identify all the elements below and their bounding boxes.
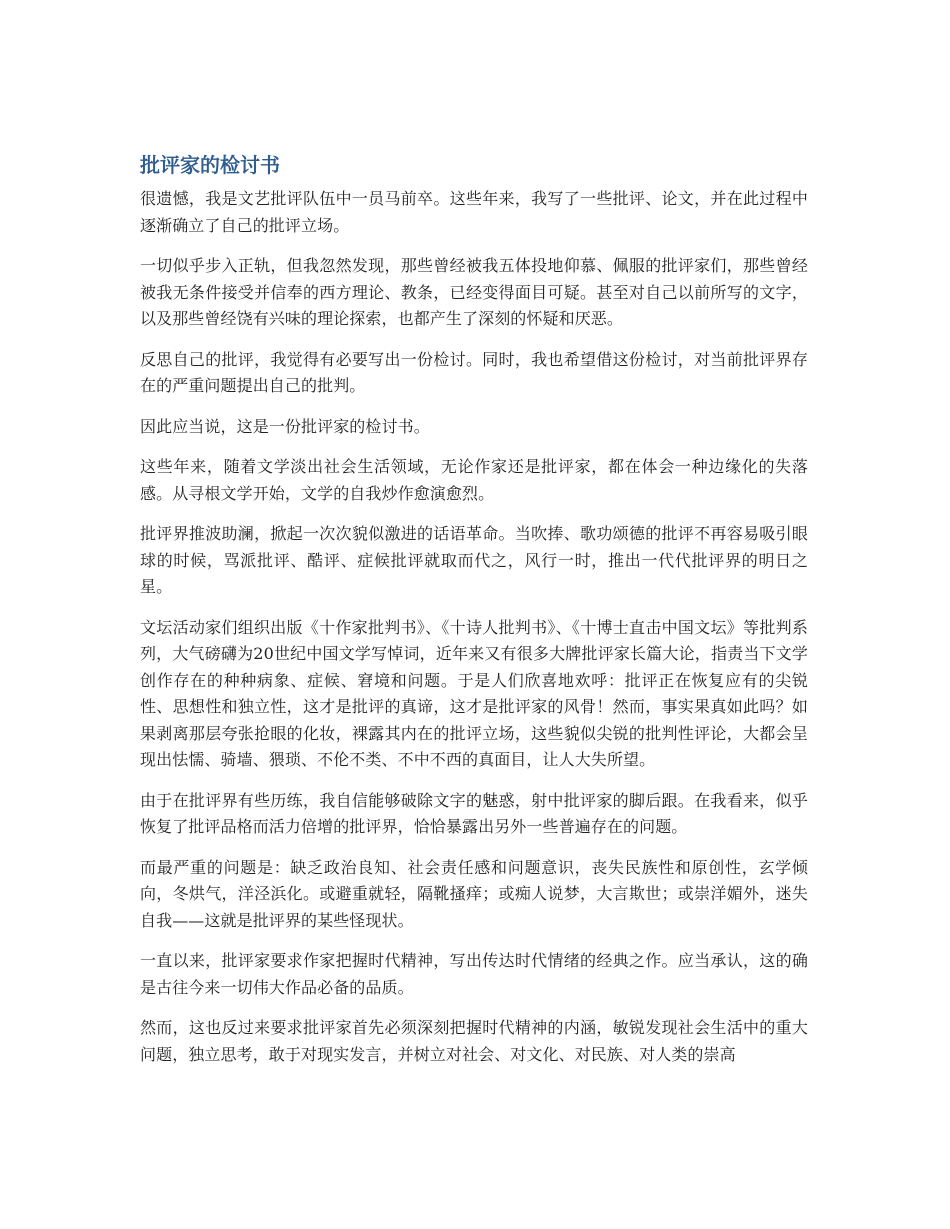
document-body xyxy=(140,150,808,1082)
paragraph: 而最严重的问题是：缺乏政治良知、社会责任感和问题意识，丧失民族性和原创性，玄学倾向，冬烘气，洋泾浜化。或避重就轻，隔靴搔痒；或痴人说梦，大言欺世；或崇洋媚外，迷失自我——这就是批评界的某些怪现状。 xyxy=(140,857,808,930)
paragraph: 反思自己的批评，我觉得有必要写出一份检讨。同时，我也希望借这份检讨，对当前批评界存在的严重问题提出自己的批判。 xyxy=(140,349,808,395)
paragraph: 一切似乎步入正轨，但我忽然发现，那些曾经被我五体投地仰慕、佩服的批评家们，那些曾经被我无条件接受并信奉的西方理论、教条，已经变得面目可疑。甚至对自己以前所写的文字，以及那些曾经饶有兴味的理论探索，也都产生了深刻的怀疑和厌恶。 xyxy=(140,256,808,328)
paragraph: 一直以来，批评家要求作家把握时代精神，写出传达时代情绪的经典之作。应当承认，这的确是古往今来一切伟大作品必备的品质。 xyxy=(140,951,808,997)
paragraph: 文坛活动家们组织出版《十作家批判书》、《十诗人批判书》、《十博士直击中国文坛》等批判系列，大气磅礴为20世纪中国文学写悼词，近年来又有很多大牌批评家长篇大论，指责当下文学创作存在的种种病象、症候、窘境和问题。于是人们欣喜地欢呼：批评正在恢复应有的尖锐性、思想性和独立性，这才是批评的真谛，这才是批评家的风骨！然而，事实果真如此吗？如果剥离那层夸张抢眼的化妆，裸露其内在的批评立场，这些貌似尖锐的批判性评论，大都会呈现出怯懦、骑墙、猥琐、不伦不类、不中不西的真面目，让人大失所望。 xyxy=(140,617,808,769)
paragraph: 这些年来，随着文学淡出社会生活领域，无论作家还是批评家，都在体会一种边缘化的失落感。从寻根文学开始，文学的自我炒作愈演愈烈。 xyxy=(140,457,808,503)
paragraph: 批评界推波助澜，掀起一次次貌似激进的话语革命。当吹捧、歌功颂德的批评不再容易吸引眼球的时候，骂派批评、酷评、症候批评就取而代之，风行一时，推出一代代批评界的明日之星。 xyxy=(140,524,808,596)
document-title: 批评家的检讨书 xyxy=(140,153,280,177)
paragraph: 由于在批评界有些历练，我自信能够破除文字的魅惑，射中批评家的脚后跟。在我看来，似乎恢复了批评品格而活力倍增的批评界，恰恰暴露出另外一些普遍存在的问题。 xyxy=(140,790,808,836)
paragraph: 很遗憾，我是文艺批评队伍中一员马前卒。这些年来，我写了一些批评、论文，并在此过程中逐渐确立了自己的批评立场。 xyxy=(140,189,808,235)
paragraph: 因此应当说，这是一份批评家的检讨书。 xyxy=(140,416,430,436)
paragraph: 然而，这也反过来要求批评家首先必须深刻把握时代精神的内涵，敏锐发现社会生活中的重大问题，独立思考，敢于对现实发言，并树立对社会、对文化、对民族、对人类的崇高 xyxy=(140,1018,808,1064)
